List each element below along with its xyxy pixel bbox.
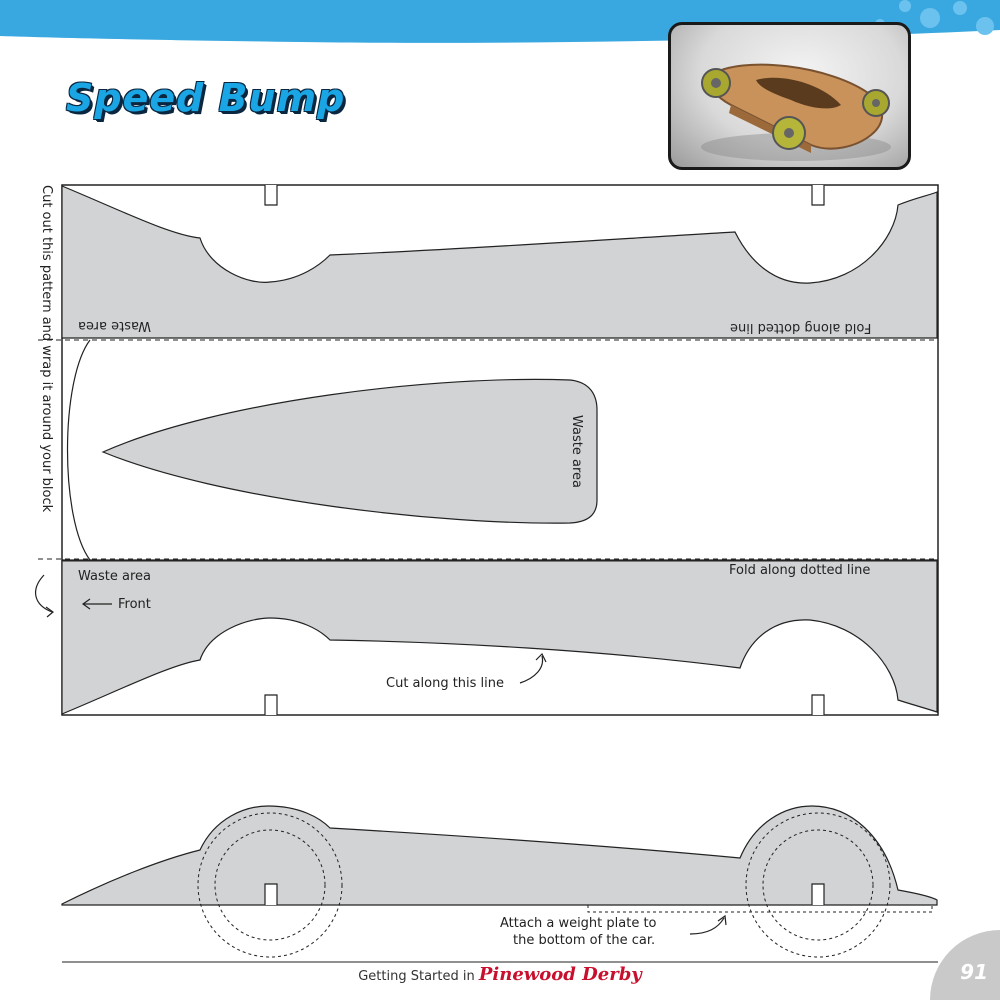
page-number: 91 xyxy=(960,960,988,984)
footer-brand: Pinewood Derby xyxy=(478,964,642,985)
waste-area-bottom-left: Waste area xyxy=(78,569,151,584)
fold-label-bottom: Fold along dotted line xyxy=(729,563,871,578)
waste-area-top-left: Waste area xyxy=(78,318,151,333)
page-title: Speed Bump xyxy=(66,76,346,120)
side-instruction: Cut out this pattern and wrap it around your block xyxy=(39,185,54,513)
cut-label: Cut along this line xyxy=(386,676,505,691)
waste-area-center: Waste area xyxy=(568,415,584,488)
weight-note-line1: Attach a weight plate to xyxy=(500,916,657,931)
footer-prefix: Getting Started in xyxy=(358,969,475,984)
front-label: Front xyxy=(118,597,151,612)
footer xyxy=(0,964,1000,985)
fold-label-top: Fold along dotted line xyxy=(730,320,872,335)
side-profile-shape xyxy=(62,806,937,905)
weight-note-line2: the bottom of the car. xyxy=(513,933,656,948)
